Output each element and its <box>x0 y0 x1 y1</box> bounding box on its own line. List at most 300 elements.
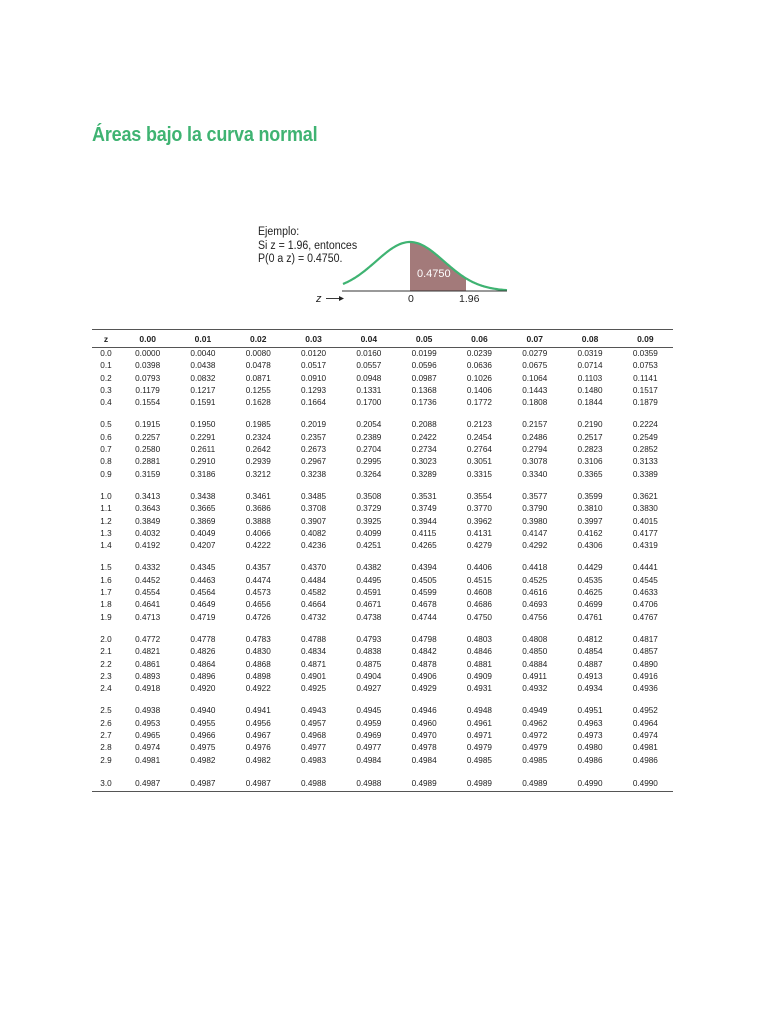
area-cell: 0.0675 <box>522 361 548 371</box>
area-cell: 0.4842 <box>411 647 437 657</box>
header-col: 0.05 <box>396 330 451 348</box>
area-cell: 0.4162 <box>577 528 603 538</box>
area-cell: 0.3159 <box>135 469 161 479</box>
area-cell: 0.4292 <box>522 541 548 551</box>
table-row <box>92 730 673 742</box>
area-cell: 0.0596 <box>411 361 437 371</box>
area-cell: 0.2764 <box>466 445 492 455</box>
table-row <box>92 742 673 754</box>
area-cell: 0.4906 <box>411 671 437 681</box>
area-cell: 0.1141 <box>633 373 658 383</box>
header-col: 0.01 <box>175 330 230 348</box>
area-cell: 0.4985 <box>466 755 492 765</box>
area-cell: 0.4948 <box>466 706 492 716</box>
area-cell: 0.4961 <box>466 718 492 728</box>
header-col: 0.04 <box>341 330 396 348</box>
area-cell: 0.3485 <box>301 491 327 501</box>
area-cell: 0.3980 <box>522 516 548 526</box>
area-cell: 0.4934 <box>577 684 603 694</box>
area-cell: 0.4943 <box>301 706 327 716</box>
area-cell: 0.2123 <box>466 420 492 430</box>
area-cell: 0.4949 <box>522 706 548 716</box>
z-value-cell: 0.4 <box>100 398 112 408</box>
area-cell: 0.2357 <box>301 432 327 442</box>
axis-z-label: z <box>316 293 322 305</box>
area-cell: 0.4896 <box>190 671 216 681</box>
area-cell: 0.4989 <box>396 777 451 792</box>
area-cell: 0.4983 <box>301 755 327 765</box>
area-cell: 0.4370 <box>301 563 327 573</box>
area-cell: 0.1026 <box>466 373 492 383</box>
spacer-cell <box>92 481 673 491</box>
area-cell: 0.4964 <box>632 718 658 728</box>
area-cell: 0.4767 <box>632 612 658 622</box>
z-value-cell: 2.8 <box>100 743 112 753</box>
area-cell: 0.4049 <box>190 528 216 538</box>
area-cell: 0.1517 <box>632 385 658 395</box>
area-cell: 0.4955 <box>190 718 216 728</box>
area-cell: 0.3212 <box>245 469 271 479</box>
area-cell: 0.4984 <box>356 755 382 765</box>
area-cell: 0.3023 <box>411 457 437 467</box>
area-cell: 0.2291 <box>190 432 216 442</box>
area-cell: 0.0714 <box>577 361 603 371</box>
area-cell: 0.1985 <box>245 420 271 430</box>
area-cell: 0.4236 <box>301 541 327 551</box>
area-cell: 0.4936 <box>632 684 658 694</box>
area-cell: 0.0040 <box>190 349 216 358</box>
area-cell: 0.4463 <box>190 575 216 585</box>
group-spacer <box>92 481 673 491</box>
z-value-cell: 2.2 <box>100 659 112 669</box>
area-cell: 0.2486 <box>522 432 548 442</box>
area-cell: 0.4582 <box>301 588 327 598</box>
area-cell: 0.3461 <box>245 491 271 501</box>
area-cell: 0.0239 <box>466 349 492 358</box>
group-spacer <box>92 552 673 562</box>
area-cell: 0.4920 <box>190 684 216 694</box>
area-cell: 0.2642 <box>245 445 271 455</box>
area-cell: 0.4989 <box>507 777 562 792</box>
area-cell: 0.4192 <box>135 541 161 551</box>
area-cell: 0.4968 <box>301 731 327 741</box>
area-cell: 0.4706 <box>632 600 658 610</box>
area-cell: 0.0279 <box>522 349 548 358</box>
area-cell: 0.3925 <box>356 516 382 526</box>
area-cell: 0.4817 <box>632 634 658 644</box>
area-cell: 0.4082 <box>301 528 327 538</box>
area-cell: 0.0948 <box>356 373 382 383</box>
table-row <box>92 360 673 372</box>
z-value-cell: 0.0 <box>100 349 112 358</box>
z-value-cell: 1.9 <box>100 612 112 622</box>
area-cell: 0.4932 <box>522 684 548 694</box>
area-cell: 0.2611 <box>190 445 216 455</box>
area-cell: 0.4927 <box>356 684 382 694</box>
area-cell: 0.1736 <box>411 398 437 408</box>
header-col: 0.08 <box>562 330 617 348</box>
table-row <box>92 599 673 611</box>
area-cell: 0.4922 <box>245 684 271 694</box>
area-cell: 0.1700 <box>356 398 382 408</box>
area-cell: 0.4956 <box>245 718 271 728</box>
area-cell: 0.4884 <box>522 659 548 669</box>
area-cell: 0.4772 <box>135 634 161 644</box>
area-cell: 0.4015 <box>632 516 658 526</box>
area-cell: 0.4821 <box>135 647 161 657</box>
table-row <box>92 456 673 468</box>
area-cell: 0.4952 <box>632 706 658 716</box>
area-cell: 0.4826 <box>190 647 216 657</box>
area-cell: 0.4495 <box>356 575 382 585</box>
area-cell: 0.0871 <box>245 373 271 383</box>
area-cell: 0.2517 <box>577 432 603 442</box>
area-cell: 0.4545 <box>632 575 658 585</box>
table-row <box>92 562 673 574</box>
z-table <box>92 329 673 792</box>
area-cell: 0.2224 <box>632 420 658 430</box>
area-cell: 0.4861 <box>135 659 161 669</box>
area-cell: 0.4953 <box>135 718 161 728</box>
table-header-row <box>92 330 673 348</box>
area-cell: 0.2454 <box>466 432 492 442</box>
area-cell: 0.4940 <box>190 706 216 716</box>
area-cell: 0.4966 <box>190 731 216 741</box>
area-cell: 0.4979 <box>522 743 548 753</box>
area-cell: 0.4066 <box>245 528 271 538</box>
area-cell: 0.4525 <box>522 575 548 585</box>
area-cell: 0.4931 <box>466 684 492 694</box>
area-cell: 0.3830 <box>632 504 658 514</box>
area-cell: 0.4649 <box>190 600 216 610</box>
example-condition: Si z = 1.96, entonces <box>258 239 358 252</box>
table-row <box>92 397 673 409</box>
area-cell: 0.4793 <box>356 634 382 644</box>
area-cell: 0.2324 <box>245 432 271 442</box>
area-cell: 0.4222 <box>245 541 271 551</box>
area-cell: 0.3962 <box>466 516 492 526</box>
z-value-cell: 3.0 <box>92 777 120 792</box>
z-value-cell: 1.3 <box>100 528 112 538</box>
area-cell: 0.4573 <box>245 588 271 598</box>
header-col: 0.09 <box>618 330 673 348</box>
area-cell: 0.4798 <box>411 634 437 644</box>
area-cell: 0.4981 <box>632 743 658 753</box>
area-cell: 0.4890 <box>632 659 658 669</box>
area-cell: 0.3531 <box>411 491 437 501</box>
area-cell: 0.1293 <box>301 385 327 395</box>
area-cell: 0.1950 <box>190 420 216 430</box>
table-row <box>92 373 673 385</box>
area-cell: 0.3729 <box>356 504 382 514</box>
z-value-cell: 2.5 <box>100 706 112 716</box>
area-cell: 0.4909 <box>466 671 492 681</box>
table-row <box>92 671 673 683</box>
area-cell: 0.3790 <box>522 504 548 514</box>
area-cell: 0.4974 <box>135 743 161 753</box>
area-cell: 0.4678 <box>411 600 437 610</box>
area-cell: 0.3944 <box>411 516 437 526</box>
table-row <box>92 777 673 792</box>
area-cell: 0.4147 <box>522 528 548 538</box>
z-value-cell: 2.1 <box>100 647 112 657</box>
area-cell: 0.2852 <box>632 445 658 455</box>
table-row <box>92 755 673 767</box>
table-row <box>92 503 673 515</box>
area-cell: 0.4726 <box>245 612 271 622</box>
area-cell: 0.4846 <box>466 647 492 657</box>
area-cell: 0.1103 <box>577 373 603 383</box>
area-cell: 0.4974 <box>632 731 658 741</box>
area-cell: 0.1179 <box>135 385 160 395</box>
area-cell: 0.4951 <box>577 706 603 716</box>
area-cell: 0.4945 <box>356 706 382 716</box>
area-cell: 0.4973 <box>577 731 603 741</box>
z-value-cell: 0.6 <box>100 432 112 442</box>
area-cell: 0.3770 <box>466 504 492 514</box>
area-cell: 0.4913 <box>577 671 603 681</box>
table-row <box>92 491 673 503</box>
area-cell: 0.3365 <box>577 469 603 479</box>
area-cell: 0.4686 <box>466 600 492 610</box>
area-cell: 0.0753 <box>632 361 658 371</box>
area-cell: 0.4515 <box>466 575 492 585</box>
area-cell: 0.4893 <box>135 671 161 681</box>
area-cell: 0.4554 <box>135 588 161 598</box>
area-cell: 0.4625 <box>577 588 603 598</box>
group-spacer <box>92 767 673 777</box>
area-cell: 0.3849 <box>135 516 161 526</box>
spacer-cell <box>92 552 673 562</box>
area-cell: 0.4980 <box>577 743 603 753</box>
area-cell: 0.4834 <box>301 647 327 657</box>
z-value-cell: 1.8 <box>100 600 112 610</box>
z-value-cell: 1.1 <box>100 504 112 514</box>
area-cell: 0.4959 <box>356 718 382 728</box>
area-cell: 0.4778 <box>190 634 216 644</box>
area-cell: 0.3997 <box>577 516 603 526</box>
area-label: 0.4750 <box>417 268 451 280</box>
area-cell: 0.4319 <box>632 541 658 551</box>
area-cell: 0.4857 <box>632 647 658 657</box>
area-cell: 0.4664 <box>301 600 327 610</box>
area-cell: 0.4750 <box>466 612 492 622</box>
area-cell: 0.4788 <box>301 634 327 644</box>
area-cell: 0.4911 <box>522 671 547 681</box>
area-cell: 0.2881 <box>135 457 161 467</box>
area-cell: 0.1915 <box>135 420 161 430</box>
group-spacer <box>92 695 673 705</box>
area-cell: 0.4850 <box>522 647 548 657</box>
z-value-cell: 2.9 <box>100 755 112 765</box>
area-cell: 0.0319 <box>577 349 603 358</box>
area-cell: 0.2389 <box>356 432 382 442</box>
area-cell: 0.3264 <box>356 469 382 479</box>
area-cell: 0.1664 <box>301 398 327 408</box>
area-cell: 0.4986 <box>577 755 603 765</box>
area-cell: 0.4306 <box>577 541 603 551</box>
area-cell: 0.4868 <box>245 659 271 669</box>
area-cell: 0.4990 <box>562 777 617 792</box>
area-cell: 0.3599 <box>577 491 603 501</box>
area-cell: 0.4279 <box>466 541 492 551</box>
area-cell: 0.3051 <box>466 457 492 467</box>
area-cell: 0.4535 <box>577 575 603 585</box>
area-cell: 0.4207 <box>190 541 216 551</box>
area-cell: 0.4693 <box>522 600 548 610</box>
area-cell: 0.4616 <box>522 588 548 598</box>
z-value-cell: 2.4 <box>100 684 112 694</box>
area-cell: 0.4986 <box>632 755 658 765</box>
area-cell: 0.4656 <box>245 600 271 610</box>
area-cell: 0.3078 <box>522 457 548 467</box>
area-cell: 0.4505 <box>411 575 437 585</box>
z-value-cell: 1.6 <box>100 575 112 585</box>
area-cell: 0.3665 <box>190 504 216 514</box>
area-cell: 0.2734 <box>411 445 437 455</box>
area-cell: 0.4177 <box>632 528 658 538</box>
area-cell: 0.1255 <box>245 385 271 395</box>
area-cell: 0.3643 <box>135 504 161 514</box>
area-cell: 0.4864 <box>190 659 216 669</box>
area-cell: 0.0557 <box>356 361 382 371</box>
area-cell: 0.1406 <box>466 385 492 395</box>
area-cell: 0.4960 <box>411 718 437 728</box>
area-cell: 0.2995 <box>356 457 382 467</box>
area-cell: 0.4251 <box>356 541 382 551</box>
area-cell: 0.2549 <box>632 432 658 442</box>
area-cell: 0.2823 <box>577 445 603 455</box>
table-row <box>92 444 673 456</box>
area-cell: 0.4969 <box>356 731 382 741</box>
spacer-cell <box>92 695 673 705</box>
area-cell: 0.4887 <box>577 659 603 669</box>
tick-z-label: 1.96 <box>459 293 480 305</box>
area-cell: 0.4988 <box>286 777 341 792</box>
area-cell: 0.4830 <box>245 647 271 657</box>
table-body <box>92 348 673 792</box>
area-cell: 0.4808 <box>522 634 548 644</box>
area-cell: 0.2704 <box>356 445 382 455</box>
area-cell: 0.1217 <box>190 385 216 395</box>
area-cell: 0.4946 <box>411 706 437 716</box>
area-cell: 0.2019 <box>301 420 327 430</box>
table-row <box>92 705 673 717</box>
table-row <box>92 612 673 624</box>
area-cell: 0.4854 <box>577 647 603 657</box>
area-cell: 0.4265 <box>411 541 437 551</box>
table-row <box>92 683 673 695</box>
area-cell: 0.4982 <box>190 755 216 765</box>
area-cell: 0.3186 <box>190 469 216 479</box>
area-cell: 0.4977 <box>301 743 327 753</box>
z-value-cell: 2.3 <box>100 671 112 681</box>
area-cell: 0.4713 <box>135 612 161 622</box>
z-value-cell: 0.8 <box>100 457 112 467</box>
area-cell: 0.3907 <box>301 516 327 526</box>
area-cell: 0.3508 <box>356 491 382 501</box>
spacer-cell <box>92 409 673 419</box>
area-cell: 0.4382 <box>356 563 382 573</box>
tick-zero-label: 0 <box>408 293 414 305</box>
area-cell: 0.4599 <box>411 588 437 598</box>
table-row <box>92 587 673 599</box>
area-cell: 0.2088 <box>411 420 437 430</box>
area-cell: 0.4345 <box>190 563 216 573</box>
area-cell: 0.3340 <box>522 469 548 479</box>
area-cell: 0.4987 <box>120 777 175 792</box>
z-value-cell: 2.0 <box>100 634 112 644</box>
normal-curve-figure <box>250 222 520 312</box>
area-cell: 0.4732 <box>301 612 327 622</box>
area-cell: 0.4418 <box>522 563 548 573</box>
area-cell: 0.4987 <box>231 777 286 792</box>
z-value-cell: 1.2 <box>100 516 112 526</box>
area-cell: 0.3749 <box>411 504 437 514</box>
area-cell: 0.0000 <box>135 349 161 358</box>
area-cell: 0.4987 <box>175 777 230 792</box>
table-row <box>92 516 673 528</box>
z-value-cell: 1.0 <box>100 491 112 501</box>
area-cell: 0.3621 <box>632 491 658 501</box>
page-title: Áreas bajo la curva normal <box>92 124 318 146</box>
area-cell: 0.4452 <box>135 575 161 585</box>
area-cell: 0.4898 <box>245 671 271 681</box>
area-cell: 0.0987 <box>411 373 437 383</box>
area-cell: 0.4941 <box>245 706 271 716</box>
table-row <box>92 432 673 444</box>
area-cell: 0.4761 <box>577 612 603 622</box>
area-cell: 0.1879 <box>632 398 658 408</box>
area-cell: 0.2190 <box>577 420 603 430</box>
area-cell: 0.1480 <box>577 385 603 395</box>
area-cell: 0.1808 <box>522 398 548 408</box>
area-cell: 0.4984 <box>411 755 437 765</box>
header-col: 0.03 <box>286 330 341 348</box>
table-row <box>92 528 673 540</box>
area-cell: 0.4988 <box>341 777 396 792</box>
table-row <box>92 718 673 730</box>
area-cell: 0.0199 <box>411 349 437 358</box>
area-cell: 0.3413 <box>135 491 161 501</box>
area-cell: 0.4803 <box>466 634 492 644</box>
area-cell: 0.4904 <box>356 671 382 681</box>
area-cell: 0.4131 <box>466 528 492 538</box>
area-cell: 0.4918 <box>135 684 161 694</box>
area-cell: 0.4977 <box>356 743 382 753</box>
z-value-cell: 2.6 <box>100 718 112 728</box>
area-cell: 0.4972 <box>522 731 548 741</box>
area-cell: 0.4099 <box>356 528 382 538</box>
area-cell: 0.4878 <box>411 659 437 669</box>
area-cell: 0.4957 <box>301 718 327 728</box>
table-row <box>92 348 673 361</box>
area-cell: 0.1554 <box>135 398 161 408</box>
area-cell: 0.4965 <box>135 731 161 741</box>
area-cell: 0.4979 <box>466 743 492 753</box>
area-cell: 0.4783 <box>245 634 271 644</box>
area-cell: 0.4564 <box>190 588 216 598</box>
area-cell: 0.3810 <box>577 504 603 514</box>
area-cell: 0.0910 <box>301 373 327 383</box>
area-cell: 0.2257 <box>135 432 161 442</box>
z-value-cell: 0.1 <box>100 361 112 371</box>
area-cell: 0.1772 <box>466 398 492 408</box>
area-cell: 0.4971 <box>466 731 492 741</box>
area-cell: 0.1064 <box>522 373 548 383</box>
area-cell: 0.1331 <box>356 385 382 395</box>
table-row <box>92 469 673 481</box>
